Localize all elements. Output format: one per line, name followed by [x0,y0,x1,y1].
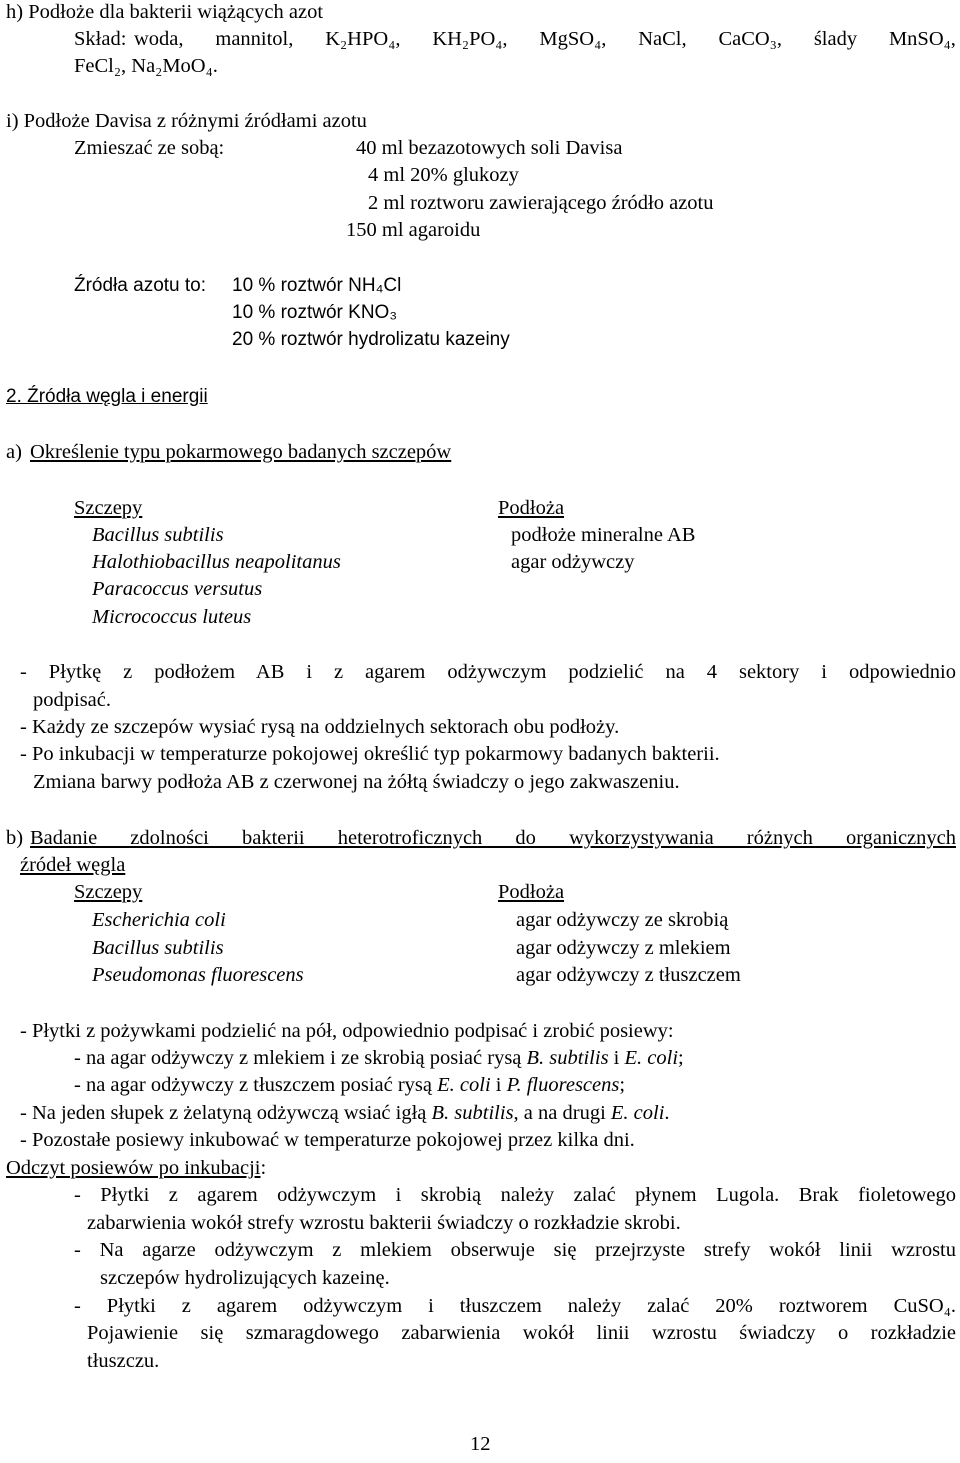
strain-name-text: Bacillus subtilis [92,937,224,959]
mix-item: 2 ml roztworu zawierającego źródło azotu [368,192,714,214]
section-i-heading: i) Podłoże Davisa z różnymi źródłami azotu [6,110,367,132]
nitrogen-sources-label: Źródła azotu to: [74,275,207,296]
mix-label: Zmieszać ze sobą: [74,137,225,159]
composition-item: woda, [134,28,184,50]
section-h-heading: h) Podłoże dla bakterii wiążących azot [6,1,324,23]
medium-name: agar odżywczy ze skrobią [516,909,729,931]
strain-name [92,963,304,987]
composition-item: ślady [813,28,858,50]
strain-name-text: Escherichia coli [92,909,226,931]
reading-line: zabarwienia wokół strefy wzrostu bakterii świadczy o rozkładzie skrobi. [87,1212,681,1234]
strain-name [92,523,224,547]
part-b-prefix: b) [6,827,24,849]
instruction-line: - Płytkę z podłożem AB i z agarem odżywczym podzielić na 4 sektory i odpowiednio [20,661,956,683]
part-b-title-cont: źródeł węgla [20,854,126,876]
strains-header: Szczepy [74,881,143,903]
page-number: 12 [470,1433,491,1455]
procedure-line: - na agar odżywczy z mlekiem i ze skrobią posiać rysą B. subtilis i E. coli; [74,1047,684,1069]
composition-item: K₂HPO₄, [325,28,401,50]
instruction-line: - Po inkubacji w temperaturze pokojowej określić typ pokarmowy badanych bakterii. [20,743,720,765]
strain-name [92,936,224,960]
part-a-prefix: a) [6,441,22,463]
medium-name: agar odżywczy z mlekiem [516,937,731,959]
instruction-line: - Każdy ze szczepów wysiać rysą na oddzielnych sektorach obu podłoży. [20,716,620,738]
mix-item: 40 ml bezazotowych soli Davisa [356,137,623,159]
instruction-line: Zmiana barwy podłoża AB z czerwonej na żółtą świadczy o jego zakwaszeniu. [33,771,680,793]
part-b-title: Badanie zdolności bakterii heterotroficznych do wykorzystywania różnych organicznych [30,827,956,849]
mix-item: 4 ml 20% glukozy [368,164,519,186]
composition-item: mannitol, [215,28,294,50]
strain-name [92,605,251,629]
reading-line: - Płytki z agarem odżywczym i tłuszczem należy zalać 20% roztworem CuSO₄. [74,1295,956,1317]
media-header: Podłoża [498,497,565,519]
reading-line: tłuszczu. [87,1350,160,1372]
composition-item: MnSO₄, [888,28,956,50]
mix-item: 150 ml agaroidu [346,219,481,241]
composition-continued: FeCl₂, Na₂MoO₄. [74,55,218,77]
strain-name-text: Paracoccus versutus [92,578,263,600]
procedure-line: - Pozostałe posiewy inkubować w temperaturze pokojowej przez kilka dni. [20,1129,635,1151]
composition-label: Skład: [74,28,127,50]
medium-name: agar odżywczy z tłuszczem [516,964,741,986]
strain-name-text: Pseudomonas fluorescens [92,964,304,986]
part-a-title: Określenie typu pokarmowego badanych szczepów [30,441,452,463]
composition-item: MgSO₄, [539,28,607,50]
nitrogen-source: 10 % roztwór KNO₃ [232,302,398,323]
procedure-line: - Na jeden słupek z żelatyną odżywczą wsiać igłą B. subtilis, a na drugi E. coli. [20,1102,670,1124]
composition-list [134,27,956,51]
strain-name-text: Micrococcus luteus [92,606,252,628]
composition-item: NaCl, [638,28,687,50]
composition-item: CaCO₃, [718,28,782,50]
reading-line: szczepów hydrolizujących kazeinę. [100,1267,390,1289]
strains-header: Szczepy [74,497,143,519]
nitrogen-source: 10 % roztwór NH₄Cl [232,275,402,296]
strain-name [92,550,341,574]
instruction-line: podpisać. [33,689,111,711]
strain-name [92,908,226,932]
reading-title: Odczyt posiewów po inkubacji: [6,1157,267,1179]
reading-line: - Płytki z agarem odżywczym i skrobią należy zalać płynem Lugola. Brak fioletowego [74,1184,956,1206]
nitrogen-source: 20 % roztwór hydrolizatu kazeiny [232,329,510,350]
strain-name-text: Halothiobacillus neapolitanus [92,551,341,573]
procedure-line: - na agar odżywczy z tłuszczem posiać rysą E. coli i P. fluorescens; [74,1074,626,1096]
strain-name [92,577,262,601]
strain-name-text: Bacillus subtilis [92,524,224,546]
medium-name: agar odżywczy [511,551,635,573]
section-2-heading: 2. Źródła węgla i energii [6,386,208,407]
procedure-line: - Płytki z pożywkami podzielić na pół, odpowiednio podpisać i zrobić posiewy: [20,1020,674,1042]
reading-line: Pojawienie się szmaragdowego zabarwienia wokół linii wzrostu świadczy o rozkładzie [87,1322,956,1344]
media-header: Podłoża [498,881,565,903]
reading-line: - Na agarze odżywczym z mlekiem obserwuje się przejrzyste strefy wokół linii wzrostu [74,1239,956,1261]
medium-name: podłoże mineralne AB [511,524,696,546]
composition-item: KH₂PO₄, [432,28,508,50]
